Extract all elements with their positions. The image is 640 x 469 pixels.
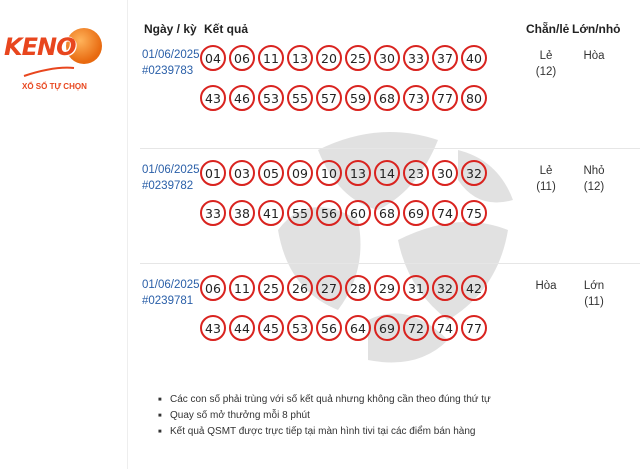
big-small-value: Hòa [583,50,605,62]
draw-period[interactable]: #0239781 [142,295,194,307]
result-ball: 14 [374,160,400,186]
result-ball: 30 [432,160,458,186]
even-odd-value: Lẻ [539,165,553,177]
result-ball: 44 [229,315,255,341]
result-ball: 30 [374,45,400,71]
result-balls [200,275,520,355]
result-ball: 25 [345,45,371,71]
result-ball: 43 [200,85,226,111]
big-small-stat [574,278,614,310]
big-small-count: (11) [584,296,604,308]
result-ball: 06 [200,275,226,301]
result-ball: 06 [229,45,255,71]
result-ball: 80 [461,85,487,111]
even-odd-count: (11) [536,181,556,193]
result-ball: 13 [345,160,371,186]
result-ball: 20 [316,45,342,71]
result-ball: 31 [403,275,429,301]
ball-row-1 [200,160,520,186]
result-ball: 13 [287,45,313,71]
result-ball: 28 [345,275,371,301]
result-ball: 77 [461,315,487,341]
left-panel [0,0,128,469]
result-ball: 55 [287,200,313,226]
draw-row [128,157,640,267]
result-ball: 40 [461,45,487,71]
result-ball: 46 [229,85,255,111]
result-ball: 64 [345,315,371,341]
divider [140,148,640,149]
result-ball: 73 [403,85,429,111]
result-ball: 69 [374,315,400,341]
ball-row-2 [200,315,520,341]
even-odd-stat [526,163,566,195]
result-ball: 03 [229,160,255,186]
big-small-stat [574,163,614,195]
result-ball: 77 [432,85,458,111]
result-ball: 55 [287,85,313,111]
header-result: Kết quả [204,22,249,36]
result-ball: 60 [345,200,371,226]
result-ball: 53 [258,85,284,111]
result-ball: 10 [316,160,342,186]
ball-row-2 [200,200,520,226]
note-item: ■ Các con số phải trùng với số kết quả nhưng không cần theo đúng thứ tự [158,392,491,408]
result-ball: 75 [461,200,487,226]
logo-brand: KENO [4,33,76,61]
even-odd-count: (12) [535,66,557,78]
result-ball: 37 [432,45,458,71]
note-item: ■ Kết quả QSMT được trực tiếp tại màn hình tivi tại các điểm bán hàng [158,424,491,440]
header-big-small: Lớn/nhỏ [572,22,621,36]
ball-row-2 [200,85,520,111]
draw-date[interactable]: 01/06/2025 [142,49,200,61]
result-ball: 23 [403,160,429,186]
result-ball: 45 [258,315,284,341]
result-ball: 01 [200,160,226,186]
result-ball: 69 [403,200,429,226]
big-small-value: Nhỏ [583,165,605,177]
note-item: ■ Quay số mở thưởng mỗi 8 phút [158,408,491,424]
result-ball: 74 [432,315,458,341]
logo-tagline: XỔ SỐ TỰ CHỌN [22,82,87,91]
even-odd-stat [526,278,566,294]
ball-row-1 [200,275,520,301]
draw-date-period[interactable] [142,47,200,79]
result-ball: 04 [200,45,226,71]
result-ball: 33 [403,45,429,71]
header-even-odd: Chẵn/lẻ [526,22,570,36]
even-odd-value: Hòa [535,280,557,292]
even-odd-value: Lẻ [539,50,553,62]
result-ball: 68 [374,85,400,111]
result-ball: 27 [316,275,342,301]
result-ball: 38 [229,200,255,226]
result-ball: 41 [258,200,284,226]
result-ball: 42 [461,275,487,301]
result-balls [200,160,520,240]
draw-row [128,42,640,152]
draw-row [128,272,640,382]
result-ball: 32 [432,275,458,301]
result-ball: 53 [287,315,313,341]
result-ball: 32 [461,160,487,186]
big-small-value: Lớn [583,280,605,292]
result-ball: 74 [432,200,458,226]
ball-row-1 [200,45,520,71]
result-ball: 33 [200,200,226,226]
result-ball: 59 [345,85,371,111]
divider [140,263,640,264]
result-ball: 72 [403,315,429,341]
result-ball: 57 [316,85,342,111]
result-ball: 09 [287,160,313,186]
result-ball: 56 [316,200,342,226]
result-ball: 56 [316,315,342,341]
result-ball: 11 [229,275,255,301]
result-ball: 68 [374,200,400,226]
result-ball: 29 [374,275,400,301]
result-ball: 25 [258,275,284,301]
notes-list [158,392,491,440]
draw-period[interactable]: #0239783 [142,65,194,77]
big-small-stat [574,48,614,64]
result-ball: 26 [287,275,313,301]
result-balls [200,45,520,125]
result-ball: 05 [258,160,284,186]
draw-period[interactable]: #0239782 [142,180,194,192]
header-date: Ngày / kỳ [144,22,197,36]
draw-date-period[interactable] [142,277,200,309]
draw-date[interactable]: 01/06/2025 [142,279,200,291]
big-small-count: (12) [583,181,605,193]
result-ball: 11 [258,45,284,71]
even-odd-stat [526,48,566,80]
draw-date[interactable]: 01/06/2025 [142,164,200,176]
results-table [128,0,640,469]
draw-date-period[interactable] [142,162,200,194]
result-ball: 43 [200,315,226,341]
